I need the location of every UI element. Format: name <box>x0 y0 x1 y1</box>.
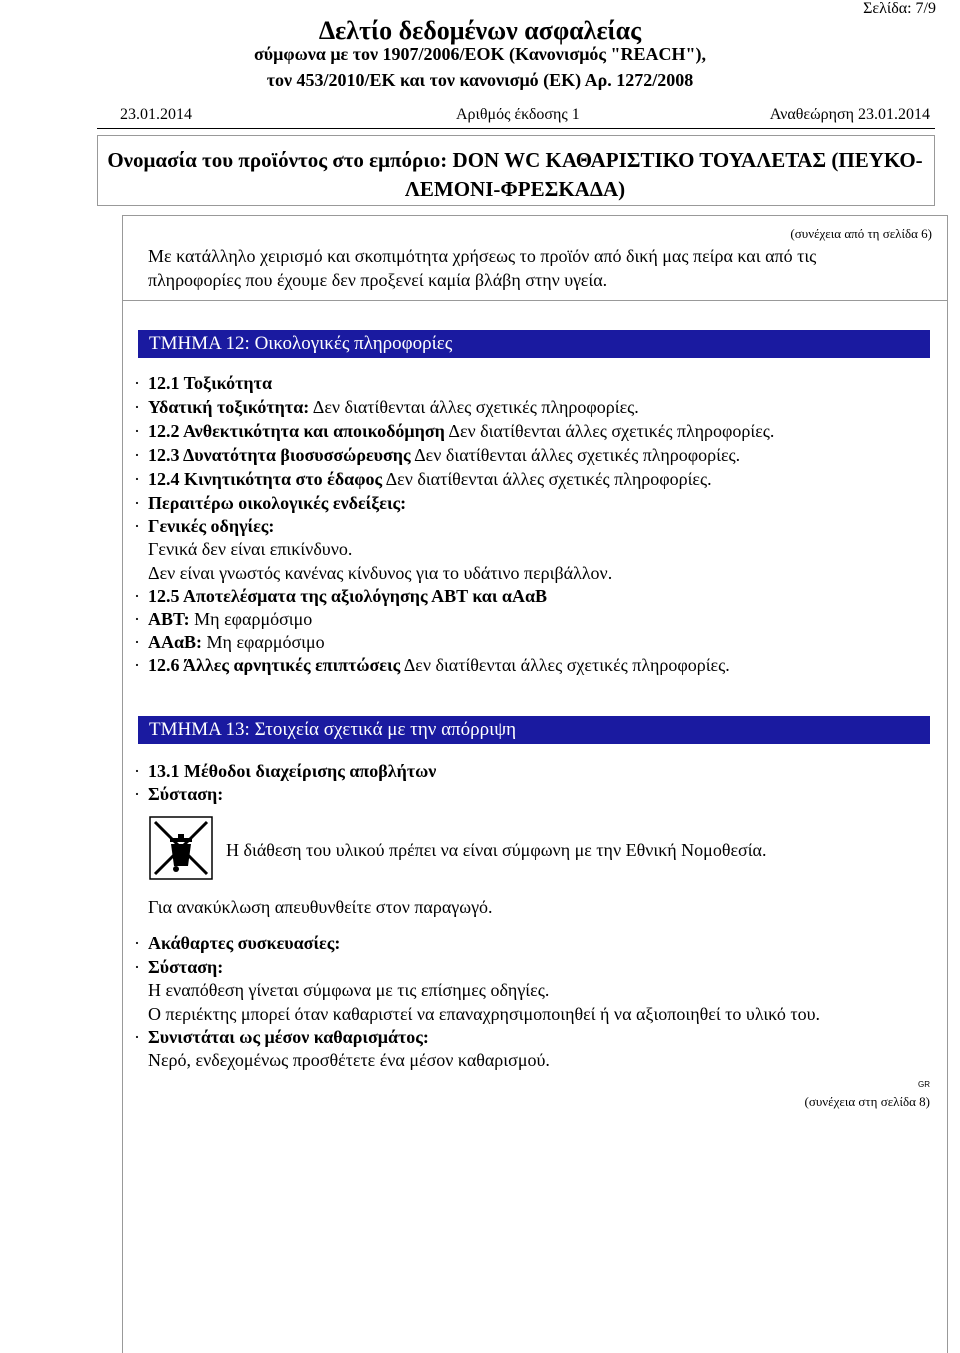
product-name-label: Ονομασία του προϊόντος στο εμπόριο: <box>107 148 448 172</box>
toxicity-heading: · 12.1 Τοξικότητα <box>134 373 272 393</box>
edition-number: Αριθμός έκδοσης 1 <box>456 106 580 123</box>
revision-date: Αναθεώρηση 23.01.2014 <box>769 106 930 123</box>
cleaning-agent-text: Νερό, ενδεχομένως προσθέτετε ένα μέσον καθαρισμού. <box>148 1050 550 1070</box>
general-notes-text-1: Γενικά δεν είναι επικίνδυνο. <box>148 539 353 559</box>
intro-line-1: Με κατάλληλο χειρισμό και σκοπιμότητα χρήσεως το προϊόν από δική μας πείρα και από τις <box>148 246 817 266</box>
disposal-text: Η διάθεση του υλικού πρέπει να είναι σύμφωνη με την Εθνική Νομοθεσία. <box>226 840 767 860</box>
content-divider <box>122 300 948 301</box>
section-12-heading: ΤΜΗΜΑ 12: Οικολογικές πληροφορίες <box>138 330 930 358</box>
header-divider <box>97 128 935 129</box>
other-adverse-effects: · 12.6 Άλλες αρνητικές επιπτώσεις Δεν διατίθενται άλλες σχετικές πληροφορίες. <box>134 655 730 675</box>
regulation-subtitle-2: τον 453/2010/ΕΚ και τον κανονισμό (ΕΚ) Αρ. 1272/2008 <box>266 70 694 90</box>
continued-from-note: (συνέχεια από τη σελίδα 6) <box>790 226 932 241</box>
document-title: Δελτίο δεδομένων ασφαλείας <box>318 16 642 45</box>
packaging-label: · Ακάθαρτες συσκευασίες: <box>134 933 341 953</box>
recycling-text: Για ανακύκλωση απευθυνθείτε στον παραγωγό. <box>148 897 493 917</box>
waste-methods-heading: · 13.1 Μέθοδοι διαχείρισης αποβλήτων <box>134 761 437 781</box>
persistence: · 12.2 Ανθεκτικότητα και αποικοδόμηση Δεν διατίθενται άλλες σχετικές πληροφορίες. <box>134 421 775 441</box>
general-notes-text-2: Δεν είναι γνωστός κανένας κίνδυνος για το υδάτινο περιβάλλον. <box>148 563 613 583</box>
product-name-line2: ΛΕΜΟΝΙ-ΦΡΕΣΚΑΔΑ) <box>404 177 626 201</box>
product-name-line1: DON WC ΚΑΘΑΡΙΣΤΙΚΟ ΤΟΥΑΛΕΤΑΣ (ΠΕΥΚΟ- <box>452 148 923 172</box>
intro-line-2: πληροφορίες που έχουμε δεν προξενεί καμία βλάβη στην υγεία. <box>148 270 608 290</box>
country-code: GR <box>918 1080 930 1089</box>
packaging-text-1: Η εναπόθεση γίνεται σύμφωνα με τις επίσημες οδηγίες. <box>148 980 550 1000</box>
further-ecological-info: · Περαιτέρω οικολογικές ενδείξεις: <box>134 493 407 513</box>
cleaning-agent-label: · Συνιστάται ως μέσον καθαρισμάτος: <box>134 1027 429 1047</box>
recommendation-label: · Σύσταση: <box>134 784 224 804</box>
abt-result: · ΑΒΤ: Μη εφαρμόσιμο <box>134 609 313 629</box>
continued-to-note: (συνέχεια στη σελίδα 8) <box>804 1094 930 1109</box>
product-name <box>105 146 925 204</box>
section-13-heading: ΤΜΗΜΑ 13: Στοιχεία σχετικά με την απόρριψη <box>138 716 930 744</box>
pbt-assessment: · 12.5 Αποτελέσματα της αξιολόγησης ΑΒΤ και αΑαΒ <box>134 586 548 606</box>
aaab-result: · ΑΑαΒ: Μη εφαρμόσιμο <box>134 632 325 652</box>
recommendation-2-label: · Σύσταση: <box>134 957 224 977</box>
aquatic-toxicity: · Υδατική τοξικότητα: Δεν διατίθενται άλλες σχετικές πληροφορίες. <box>134 397 639 417</box>
regulation-subtitle-1: σύμφωνα με τον 1907/2006/ΕΟΚ (Κανονισμός "REACH"), <box>254 44 706 64</box>
packaging-text-2: Ο περιέκτης μπορεί όταν καθαριστεί να επαναχρησιμοποιηθεί ή να αξιοποιηθεί το υλικό του. <box>148 1004 820 1024</box>
soil-mobility: · 12.4 Κινητικότητα στο έδαφος Δεν διατίθενται άλλες σχετικές πληροφορίες. <box>134 469 712 489</box>
bioaccumulation: · 12.3 Δυνατότητα βιοσυσσώρευσης Δεν διατίθενται άλλες σχετικές πληροφορίες. <box>134 445 741 465</box>
print-date: 23.01.2014 <box>120 106 192 123</box>
page-number: Σελίδα: 7/9 <box>863 0 936 17</box>
crossed-out-wheelie-bin-icon <box>149 816 213 880</box>
general-notes-label: · Γενικές οδηγίες: <box>134 516 275 536</box>
